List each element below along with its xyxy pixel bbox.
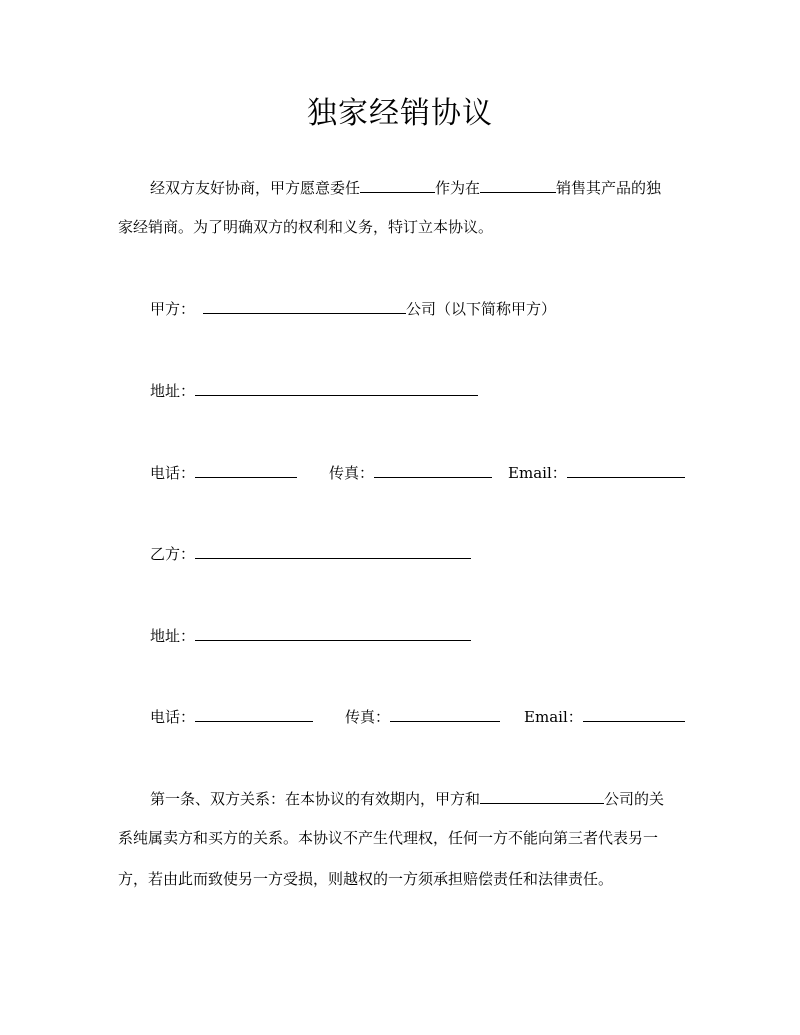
party-a-email-field[interactable]	[567, 461, 685, 478]
party-b-phone-label: 电话：	[150, 708, 196, 726]
party-b-fax-label: 传真：	[345, 708, 391, 726]
party-b-label: 乙方：	[150, 545, 196, 563]
party-b-email-label: Email：	[524, 708, 583, 726]
article-1-line-2	[118, 827, 658, 849]
party-a-address-line	[150, 379, 478, 402]
party-a-phone-field[interactable]	[195, 461, 297, 478]
intro-blank-region[interactable]	[480, 176, 556, 193]
party-b-contact-line	[150, 705, 685, 728]
party-a-email-label: Email：	[508, 464, 567, 482]
party-a-fax-field[interactable]	[374, 461, 492, 478]
intro-line-2	[118, 216, 493, 238]
article-1-line-3	[118, 868, 613, 890]
article-1-text-3: 系纯属卖方和买方的关系。本协议不产生代理权，任何一方不能向第三者代表另一	[118, 829, 659, 847]
party-b-phone-field[interactable]	[195, 705, 313, 722]
article-1-line-1	[150, 787, 664, 810]
party-a-label: 甲方：	[150, 300, 196, 318]
party-a-line	[150, 297, 556, 320]
party-a-name-field[interactable]	[203, 297, 406, 314]
party-a-fax-label: 传真：	[329, 464, 375, 482]
party-a-contact-line	[150, 461, 685, 484]
party-b-email-field[interactable]	[583, 705, 685, 722]
article-1-text-1: 第一条、双方关系：在本协议的有效期内，甲方和	[150, 790, 481, 808]
intro-blank-appointee[interactable]	[360, 176, 435, 193]
article-1-text-4: 方，若由此而致使另一方受损，则越权的一方须承担赔偿责任和法律责任。	[118, 870, 614, 888]
intro-text-3: 销售其产品的独	[556, 179, 662, 197]
party-b-address-label: 地址：	[150, 627, 196, 645]
party-b-name-field[interactable]	[195, 542, 471, 559]
party-a-address-field[interactable]	[195, 379, 478, 396]
intro-line-1	[150, 176, 661, 199]
party-b-line	[150, 542, 471, 565]
article-1-company-field[interactable]	[480, 787, 604, 804]
document-title: 独家经销协议	[307, 96, 493, 131]
party-b-address-line	[150, 624, 471, 647]
party-a-suffix: 公司（以下简称甲方）	[406, 300, 557, 318]
article-1-text-2: 公司的关	[604, 790, 665, 808]
party-a-address-label: 地址：	[150, 382, 196, 400]
party-b-fax-field[interactable]	[390, 705, 500, 722]
party-b-address-field[interactable]	[195, 624, 471, 641]
intro-text-2: 作为在	[435, 179, 481, 197]
intro-text-1: 经双方友好协商，甲方愿意委任	[150, 179, 361, 197]
party-a-phone-label: 电话：	[150, 464, 196, 482]
intro-text-4: 家经销商。为了明确双方的权利和义务，特订立本协议。	[118, 218, 494, 236]
